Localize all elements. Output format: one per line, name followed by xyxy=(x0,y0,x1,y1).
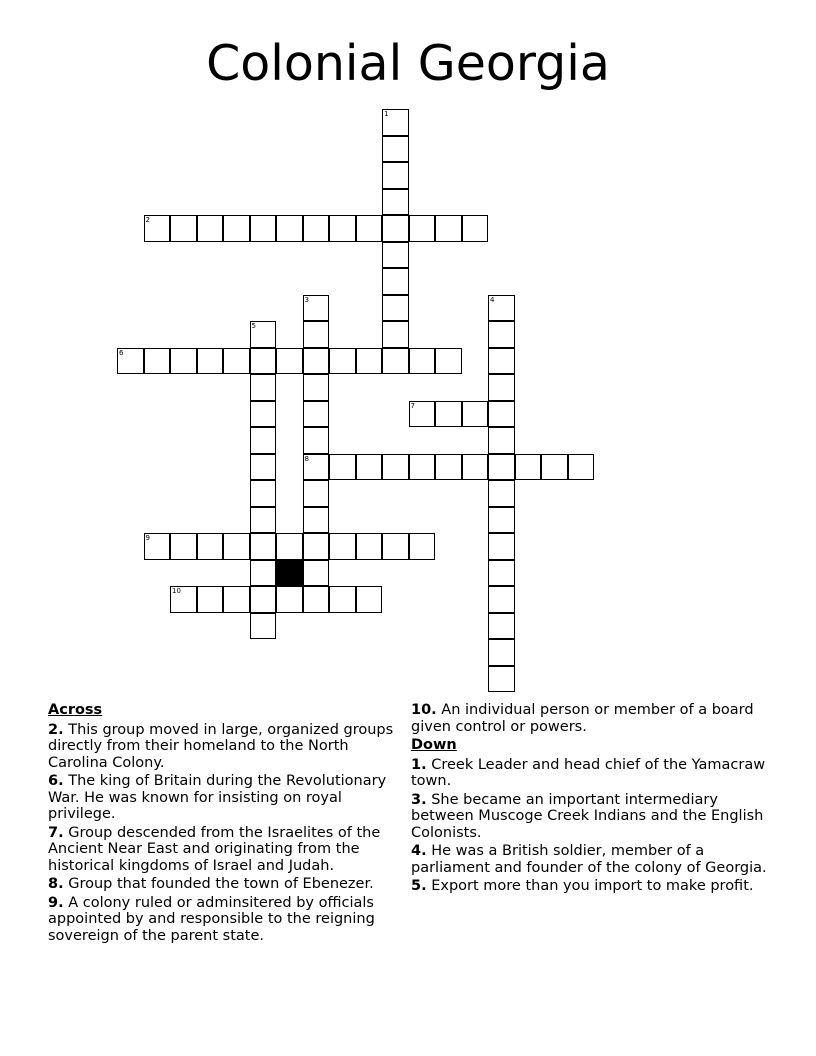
grid-cell[interactable] xyxy=(197,348,224,375)
grid-cell[interactable] xyxy=(223,586,250,613)
clue-text: Export more than you import to make profit. xyxy=(431,878,754,894)
grid-cell[interactable] xyxy=(488,401,515,428)
grid-cell[interactable] xyxy=(329,586,356,613)
grid-cell[interactable] xyxy=(356,586,383,613)
grid-cell[interactable] xyxy=(250,560,277,587)
grid-cell[interactable] xyxy=(568,454,595,481)
grid-cell[interactable] xyxy=(223,215,250,242)
cell-number: 4 xyxy=(490,295,495,304)
grid-cell[interactable] xyxy=(276,533,303,560)
grid-cell[interactable] xyxy=(382,136,409,163)
grid-cell[interactable] xyxy=(488,639,515,666)
page-title: Colonial Georgia xyxy=(206,35,610,92)
grid-cell[interactable] xyxy=(170,586,197,613)
grid-cell[interactable] xyxy=(435,454,462,481)
cell-number: 6 xyxy=(119,348,124,357)
grid-cell[interactable] xyxy=(409,401,436,428)
grid-cell[interactable] xyxy=(250,586,277,613)
grid-cell[interactable] xyxy=(250,507,277,534)
grid-cell[interactable] xyxy=(276,586,303,613)
cell-number: 9 xyxy=(145,534,150,542)
cell-number: 10 xyxy=(172,587,181,595)
grid-cell[interactable] xyxy=(223,533,250,560)
down-heading: Down xyxy=(411,737,457,753)
down-clue-3 xyxy=(411,792,773,842)
grid-cell[interactable] xyxy=(488,507,515,534)
grid-cell[interactable] xyxy=(329,215,356,242)
grid-cell[interactable] xyxy=(515,454,542,481)
clue-text: Group that founded the town of Ebenezer. xyxy=(68,876,374,892)
grid-cell[interactable] xyxy=(488,613,515,640)
grid-cell[interactable] xyxy=(488,374,515,401)
grid-cell[interactable] xyxy=(144,348,171,375)
grid-cell[interactable] xyxy=(250,374,277,401)
grid-cell[interactable] xyxy=(488,666,515,693)
cell-number: 8 xyxy=(304,454,309,463)
grid-cell[interactable] xyxy=(197,586,224,613)
grid-cell[interactable] xyxy=(144,533,171,560)
grid-cell[interactable] xyxy=(382,454,409,481)
clue-number: 6. xyxy=(48,773,64,789)
grid-cell[interactable] xyxy=(409,215,436,242)
grid-cell[interactable] xyxy=(303,507,330,534)
grid-cell[interactable] xyxy=(303,533,330,560)
across-heading: Across xyxy=(48,702,103,718)
grid-cell[interactable] xyxy=(435,348,462,375)
grid-cell[interactable] xyxy=(303,295,330,322)
grid-cell[interactable] xyxy=(170,348,197,375)
grid-cell[interactable] xyxy=(382,268,409,295)
grid-cell[interactable] xyxy=(250,215,277,242)
clue-number: 3. xyxy=(411,791,427,808)
grid-cell[interactable] xyxy=(488,454,515,481)
grid-cell[interactable] xyxy=(303,374,330,401)
cell-number: 5 xyxy=(251,322,256,330)
across-clue-6 xyxy=(48,773,400,823)
grid-cell[interactable] xyxy=(250,454,277,481)
grid-cell[interactable] xyxy=(409,348,436,375)
grid-cell[interactable] xyxy=(223,348,250,375)
grid-cell[interactable] xyxy=(541,454,568,481)
black-square xyxy=(276,560,303,587)
grid-cell[interactable] xyxy=(462,401,489,428)
clue-number: 2. xyxy=(48,721,64,738)
clues-right-column xyxy=(411,702,773,897)
cell-number: 1 xyxy=(384,110,389,118)
grid-cell[interactable] xyxy=(382,295,409,322)
grid-cell[interactable] xyxy=(382,348,409,375)
grid-cell[interactable] xyxy=(329,454,356,481)
clue-number: 10. xyxy=(411,702,437,718)
grid-cell[interactable] xyxy=(462,454,489,481)
grid-cell[interactable] xyxy=(488,295,515,322)
grid-cell[interactable] xyxy=(303,215,330,242)
clue-number: 7. xyxy=(48,824,64,841)
across-clue-9 xyxy=(48,895,400,945)
cell-number: 3 xyxy=(304,295,309,304)
grid-cell[interactable] xyxy=(356,215,383,242)
down-clue-5 xyxy=(411,878,773,895)
grid-cell[interactable] xyxy=(250,613,277,640)
grid-cell[interactable] xyxy=(356,348,383,375)
grid-cell[interactable] xyxy=(276,348,303,375)
clue-text: The king of Britain during the Revolutionary War. He was known for insisting on royal privilege. xyxy=(48,773,387,822)
grid-cell[interactable] xyxy=(197,215,224,242)
clue-number: 8. xyxy=(48,876,64,892)
grid-cell[interactable] xyxy=(303,401,330,428)
grid-cell[interactable] xyxy=(488,348,515,375)
cell-number: 2 xyxy=(145,216,150,224)
across-clue-7 xyxy=(48,825,400,875)
across-clue-10 xyxy=(411,702,773,735)
grid-cell[interactable] xyxy=(250,427,277,454)
grid-cell[interactable] xyxy=(303,480,330,507)
across-clue-8 xyxy=(48,876,400,893)
clue-number: 4. xyxy=(411,843,427,859)
grid-cell[interactable] xyxy=(170,215,197,242)
grid-cell[interactable] xyxy=(329,533,356,560)
clues-left-column xyxy=(48,702,400,946)
grid-cell[interactable] xyxy=(382,189,409,216)
grid-cell[interactable] xyxy=(250,533,277,560)
clue-text: He was a British soldier, member of a parliament and founder of the colony of Georgia. xyxy=(411,843,767,876)
cell-number: 7 xyxy=(410,401,415,410)
grid-cell[interactable] xyxy=(382,533,409,560)
grid-cell[interactable] xyxy=(303,560,330,587)
grid-cell[interactable] xyxy=(303,427,330,454)
grid-cell[interactable] xyxy=(250,401,277,428)
down-clue-1 xyxy=(411,757,773,790)
clue-number: 5. xyxy=(411,878,427,894)
grid-cell[interactable] xyxy=(170,533,197,560)
grid-cell[interactable] xyxy=(303,586,330,613)
grid-cell[interactable] xyxy=(488,480,515,507)
grid-cell[interactable] xyxy=(276,215,303,242)
clue-text: Group descended from the Israelites of the Ancient Near East and originating from the historical kingdoms of Israel and Judah. xyxy=(48,824,381,874)
grid-cell[interactable] xyxy=(488,586,515,613)
grid-cell[interactable] xyxy=(488,533,515,560)
grid-cell[interactable] xyxy=(435,215,462,242)
grid-cell[interactable] xyxy=(303,454,330,481)
grid-cell[interactable] xyxy=(117,348,144,375)
grid-cell[interactable] xyxy=(356,454,383,481)
grid-cell[interactable] xyxy=(144,215,171,242)
across-clue-2 xyxy=(48,722,400,772)
grid-cell[interactable] xyxy=(250,348,277,375)
grid-cell[interactable] xyxy=(250,321,277,348)
grid-cell[interactable] xyxy=(409,454,436,481)
grid-cell[interactable] xyxy=(303,321,330,348)
clue-text: A colony ruled or adminsitered by officials appointed by and responsible to the reigning sovereign of the parent state. xyxy=(48,894,375,944)
grid-cell[interactable] xyxy=(488,321,515,348)
clue-text: She became an important intermediary between Muscoge Creek Indians and the English Colonists. xyxy=(411,791,764,841)
grid-cell[interactable] xyxy=(382,242,409,269)
grid-cell[interactable] xyxy=(462,215,489,242)
grid-cell[interactable] xyxy=(382,109,409,136)
grid-cell[interactable] xyxy=(382,215,409,242)
grid-cell[interactable] xyxy=(250,480,277,507)
clue-text: An individual person or member of a board given control or powers. xyxy=(411,702,754,735)
clue-text: Creek Leader and head chief of the Yamacraw town. xyxy=(411,756,766,789)
clue-text: This group moved in large, organized groups directly from their homeland to the North Carolina Colony. xyxy=(48,721,394,771)
grid-cell[interactable] xyxy=(356,533,383,560)
grid-cell[interactable] xyxy=(382,321,409,348)
clue-number: 9. xyxy=(48,894,64,911)
grid-cell[interactable] xyxy=(197,533,224,560)
grid-cell[interactable] xyxy=(329,348,356,375)
grid-cell[interactable] xyxy=(382,162,409,189)
grid-cell[interactable] xyxy=(409,533,436,560)
grid-cell[interactable] xyxy=(435,401,462,428)
clue-number: 1. xyxy=(411,756,427,773)
grid-cell[interactable] xyxy=(488,427,515,454)
grid-cell[interactable] xyxy=(488,560,515,587)
down-clue-4 xyxy=(411,843,773,876)
grid-cell[interactable] xyxy=(303,348,330,375)
